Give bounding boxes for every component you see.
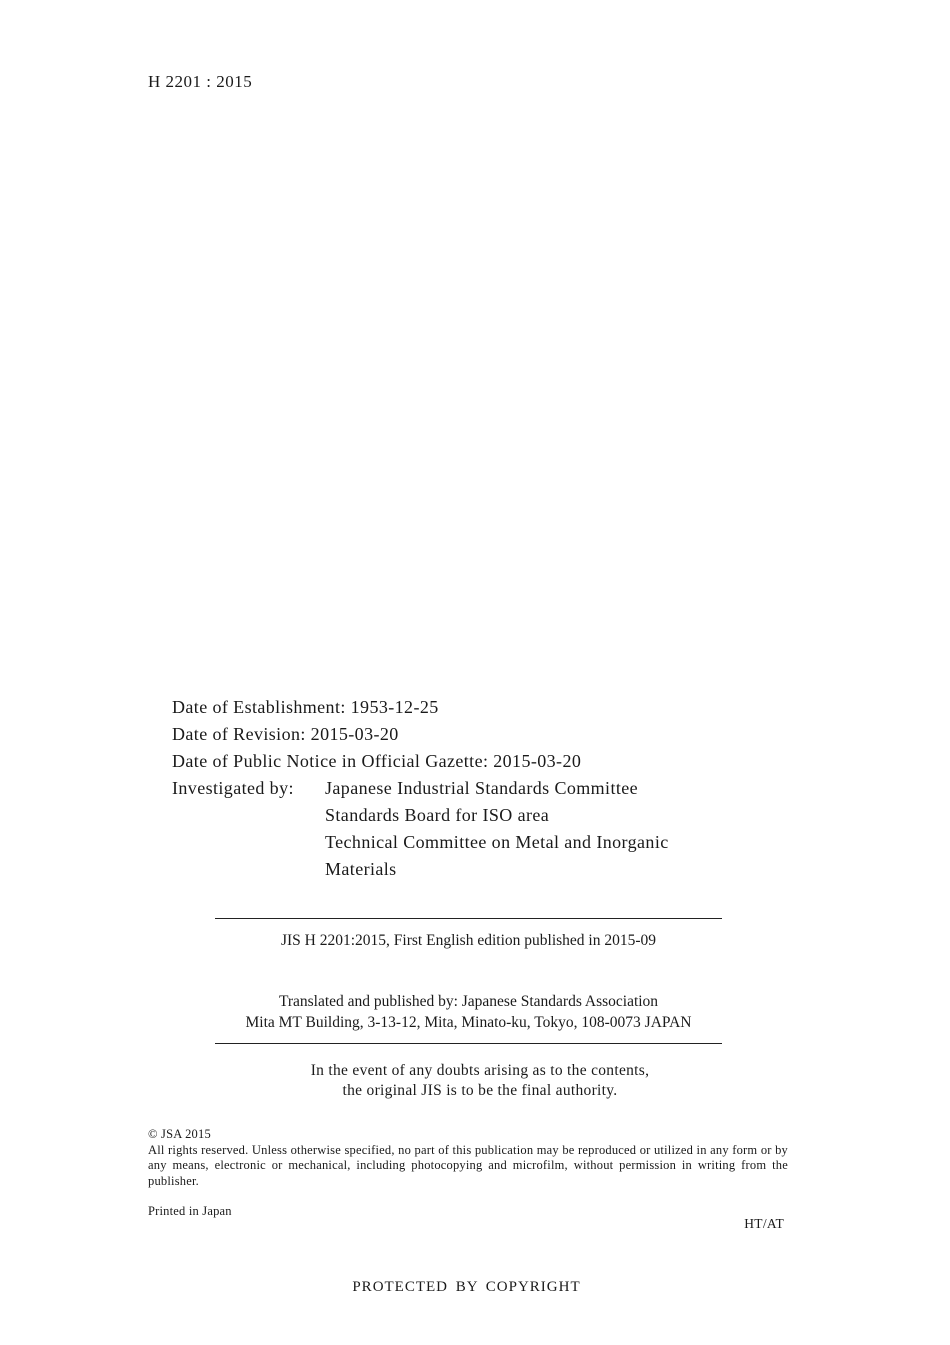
investigated-by-item: Standards Board for ISO area — [325, 805, 550, 825]
publisher-address: Mita MT Building, 3-13-12, Mita, Minato-ku, Tokyo, 108-0073 JAPAN — [245, 1014, 692, 1031]
copyright-block — [148, 1127, 788, 1189]
edition-statement: JIS H 2201:2015, First English edition published in 2015-09 — [280, 932, 657, 949]
investigated-by-item: Materials — [325, 859, 397, 879]
investigated-by-label: Investigated by: — [172, 778, 294, 798]
date-of-establishment: Date of Establishment: 1953-12-25 — [172, 697, 439, 717]
investigated-by-item: Japanese Industrial Standards Committee — [325, 778, 639, 798]
copyright-notice: © JSA 2015 — [148, 1127, 211, 1141]
authority-line: In the event of any doubts arising as to the contents, — [310, 1062, 650, 1079]
investigated-by — [172, 775, 752, 883]
authority-line: the original JIS is to be the final authority. — [342, 1082, 618, 1099]
date-of-public-notice: Date of Public Notice in Official Gazette: 2015-03-20 — [172, 751, 582, 771]
authority-notice — [230, 1061, 730, 1101]
standard-code: H 2201 : 2015 — [148, 72, 253, 91]
publisher-info — [200, 991, 737, 1033]
date-of-revision: Date of Revision: 2015-03-20 — [172, 724, 399, 744]
document-code: HT/AT — [744, 1216, 784, 1231]
protected-by-copyright: PROTECTED BY COPYRIGHT — [352, 1279, 581, 1295]
publisher-line: Translated and published by: Japanese Standards Association — [278, 993, 659, 1010]
publication-info — [172, 694, 752, 883]
investigated-by-item: Technical Committee on Metal and Inorganic — [325, 832, 669, 852]
investigated-by-list — [325, 775, 752, 883]
divider-top — [215, 918, 722, 919]
rights-statement: All rights reserved. Unless otherwise specified, no part of this publication may be reproduced or utilized in any form or by any means, electronic or mechanical, including photocopying and microfilm, without permission in writing from the publisher. — [148, 1142, 788, 1188]
printed-in: Printed in Japan — [148, 1204, 232, 1218]
divider-bottom — [215, 1043, 722, 1044]
